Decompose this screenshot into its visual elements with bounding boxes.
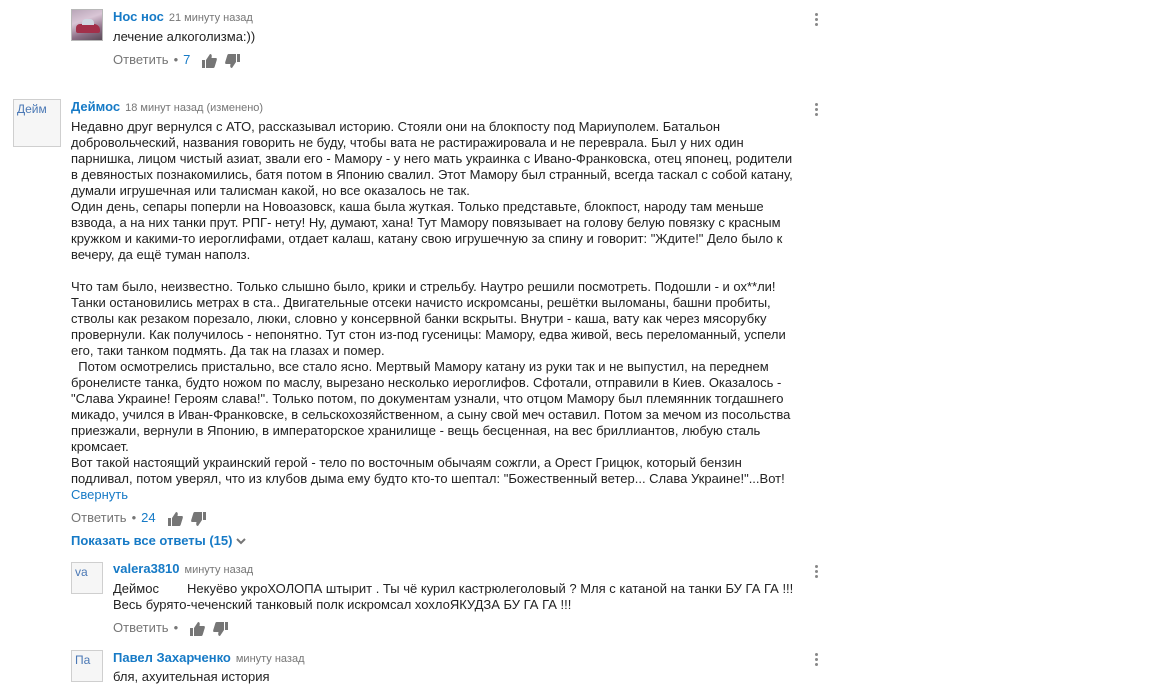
- comment-actions: [113, 51, 248, 69]
- comment-header: [113, 9, 253, 26]
- comment-line: [71, 263, 793, 279]
- reply-header: [113, 561, 253, 578]
- reply-actions: [113, 619, 236, 637]
- comment-line: стволы как резаком порезало, люки, словно у консервной банки вскрыты. Внутри - каша, вату как через мясорубку: [71, 311, 767, 326]
- comment-line: лечение алкоголизма:)): [113, 29, 256, 44]
- comment-line: в девяностых познакомились, батя потом в Японию свалил. Этот Мамору был странный, всегда таскал с собой катану,: [71, 167, 793, 182]
- like-count: 7: [183, 52, 191, 67]
- comment-line: подливал, потом уверял, что из клубов дыма ему будто кто-то шептал: "Божественный ветер... Слава Украине!"...Вот!: [71, 471, 785, 486]
- avatar[interactable]: [71, 562, 103, 594]
- reply-button[interactable]: Ответить: [71, 510, 127, 525]
- avatar-alt-text: Дейм: [17, 102, 47, 116]
- comment-time[interactable]: 18 минут назад (изменено): [125, 102, 264, 114]
- comment-line: думали игрушечная или талисман какой, но все оказалось не так.: [71, 183, 470, 198]
- comment-text: [71, 119, 793, 487]
- more-vert-icon[interactable]: [815, 13, 819, 28]
- comment-line: Потом осмотрелись пристально, все стало ясно. Мертвый Мамору катану из руки так и не выпустил, на переднем: [71, 359, 769, 374]
- avatar-alt-text: va: [75, 565, 88, 579]
- comment-line: Недавно друг вернулся с АТО, рассказывал историю. Стояли они на блокпосту под Мариуполем. Батальон: [71, 119, 721, 134]
- comment-line: микадо, учился в Иван-Франковске, в сельскохозяйственном, а сыну свой меч оставил. Потом за мечом из посольства: [71, 407, 791, 422]
- thumb-up-icon[interactable]: [202, 54, 217, 68]
- reply-line: бля, ахуительная история: [113, 669, 270, 684]
- comment-line: "Слава Украине! Героям слава!". Только потом, по документам узнали, что отцом Мамору был племянник тогдашнего: [71, 391, 784, 406]
- comment-line: Танки остановились метрах в ста.. Двигательные отсеки начисто искромсаны, решётки выломаны, башни пробиты,: [71, 295, 771, 310]
- comment-line: кружком и какими-то иероглифами, отдает калаш, катану свою игрушечную за спину и говорит: "Ждите!" Дело было к: [71, 231, 783, 246]
- reply-text: [113, 669, 270, 685]
- comment-author[interactable]: Деймос: [71, 99, 121, 114]
- avatar[interactable]: [71, 650, 103, 682]
- avatar[interactable]: [13, 99, 61, 147]
- comment-line: кромсает.: [71, 439, 129, 454]
- comment-line: его, таки танком подмять. Да так на глазах и помер.: [71, 343, 385, 358]
- comment-line: Что там было, неизвестно. Только слышно было, крики и стрельбу. Наутро решили посмотреть. Подошли - и ох**ли!: [71, 279, 776, 294]
- reply-time[interactable]: минуту назад: [235, 653, 305, 665]
- like-count: 24: [141, 510, 156, 525]
- reply-author[interactable]: Павел Захарченко: [113, 650, 231, 665]
- thumb-up-icon[interactable]: [168, 512, 183, 526]
- separator-dot: •: [131, 510, 137, 525]
- reply-text: [113, 581, 793, 613]
- reply-time[interactable]: минуту назад: [184, 564, 254, 576]
- comment-line: приезжали, вернули в Японию, в императорское хранилище - вещь бесценная, на вес бриллиантов, любую сталь: [71, 423, 761, 438]
- reply-line: [113, 581, 793, 597]
- reply-line-text: Некуёво укроХОЛОПА штырит . Ты чё курил кастрюлеголовый ? Мля с катаной на танки БУ ГА ГА !!!: [187, 581, 794, 596]
- thumb-down-icon[interactable]: [191, 512, 206, 526]
- comment-line: взвода, а на них танки прут. РПГ- нету! Ну, думают, хана! Тут Мамору повязывает на голову белую повязку с красным: [71, 215, 781, 230]
- comment-line: добровольческий, названия говорить не буду, чтобы вата не растиражировала и не переврала. Был у них один: [71, 135, 744, 150]
- reply-header: [113, 650, 305, 667]
- reply-button[interactable]: Ответить: [113, 52, 169, 67]
- collapse-link[interactable]: Свернуть: [71, 487, 129, 502]
- comment-line: парнишка, лицом чистый азиат, звали его - Мамору - у него мать украинка с Ивано-Франковска, отец японец, родители: [71, 151, 793, 166]
- comment-time[interactable]: 21 минуту назад: [168, 12, 253, 24]
- avatar[interactable]: [71, 9, 103, 41]
- reply-mention[interactable]: Деймос: [113, 581, 159, 596]
- thumb-down-icon[interactable]: [225, 54, 240, 68]
- avatar-alt-text: Па: [75, 653, 91, 667]
- separator-dot: •: [173, 52, 179, 67]
- more-vert-icon[interactable]: [815, 653, 819, 668]
- avatar-photo-car: [76, 24, 100, 33]
- comment-line: вечеру, да ещё туман наполз.: [71, 247, 251, 262]
- comment-author[interactable]: Нос нос: [113, 9, 164, 24]
- reply-line: Весь бурято-чеченский танковый полк искромсал хохлоЯКУДЗА БУ ГА ГА !!!: [113, 597, 572, 612]
- thumb-up-icon[interactable]: [190, 622, 205, 636]
- comment-line: бронелисте танка, будто ножом по маслу, вырезано несколько иероглифов. Сфотали, отправили в Киев. Оказалось -: [71, 375, 782, 390]
- chevron-down-icon: [236, 538, 246, 545]
- comment-line: Один день, сепары поперли на Новоазовск, каша была жуткая. Только представьте, блокпост, народу там меньше: [71, 199, 764, 214]
- comment-actions: [71, 509, 214, 527]
- show-replies-button[interactable]: [71, 533, 246, 549]
- comment-text: [113, 29, 255, 45]
- reply-author[interactable]: valera3810: [113, 561, 180, 576]
- comment-line: провернули. Как получилось - непонятно. Тут стон из-под гусеницы: Мамору, едва живой, весь переломанный, успели: [71, 327, 786, 342]
- separator-dot: •: [173, 620, 179, 635]
- reply-button[interactable]: Ответить: [113, 620, 169, 635]
- more-vert-icon[interactable]: [815, 103, 819, 118]
- show-replies-label: Показать все ответы (15): [71, 533, 233, 548]
- comment-header: [71, 99, 263, 116]
- comment-line: Вот такой настоящий украинский герой - тело по восточным обычаям сожгли, а Орест Грицюк, который бензин: [71, 455, 742, 470]
- more-vert-icon[interactable]: [815, 565, 819, 580]
- thumb-down-icon[interactable]: [213, 622, 228, 636]
